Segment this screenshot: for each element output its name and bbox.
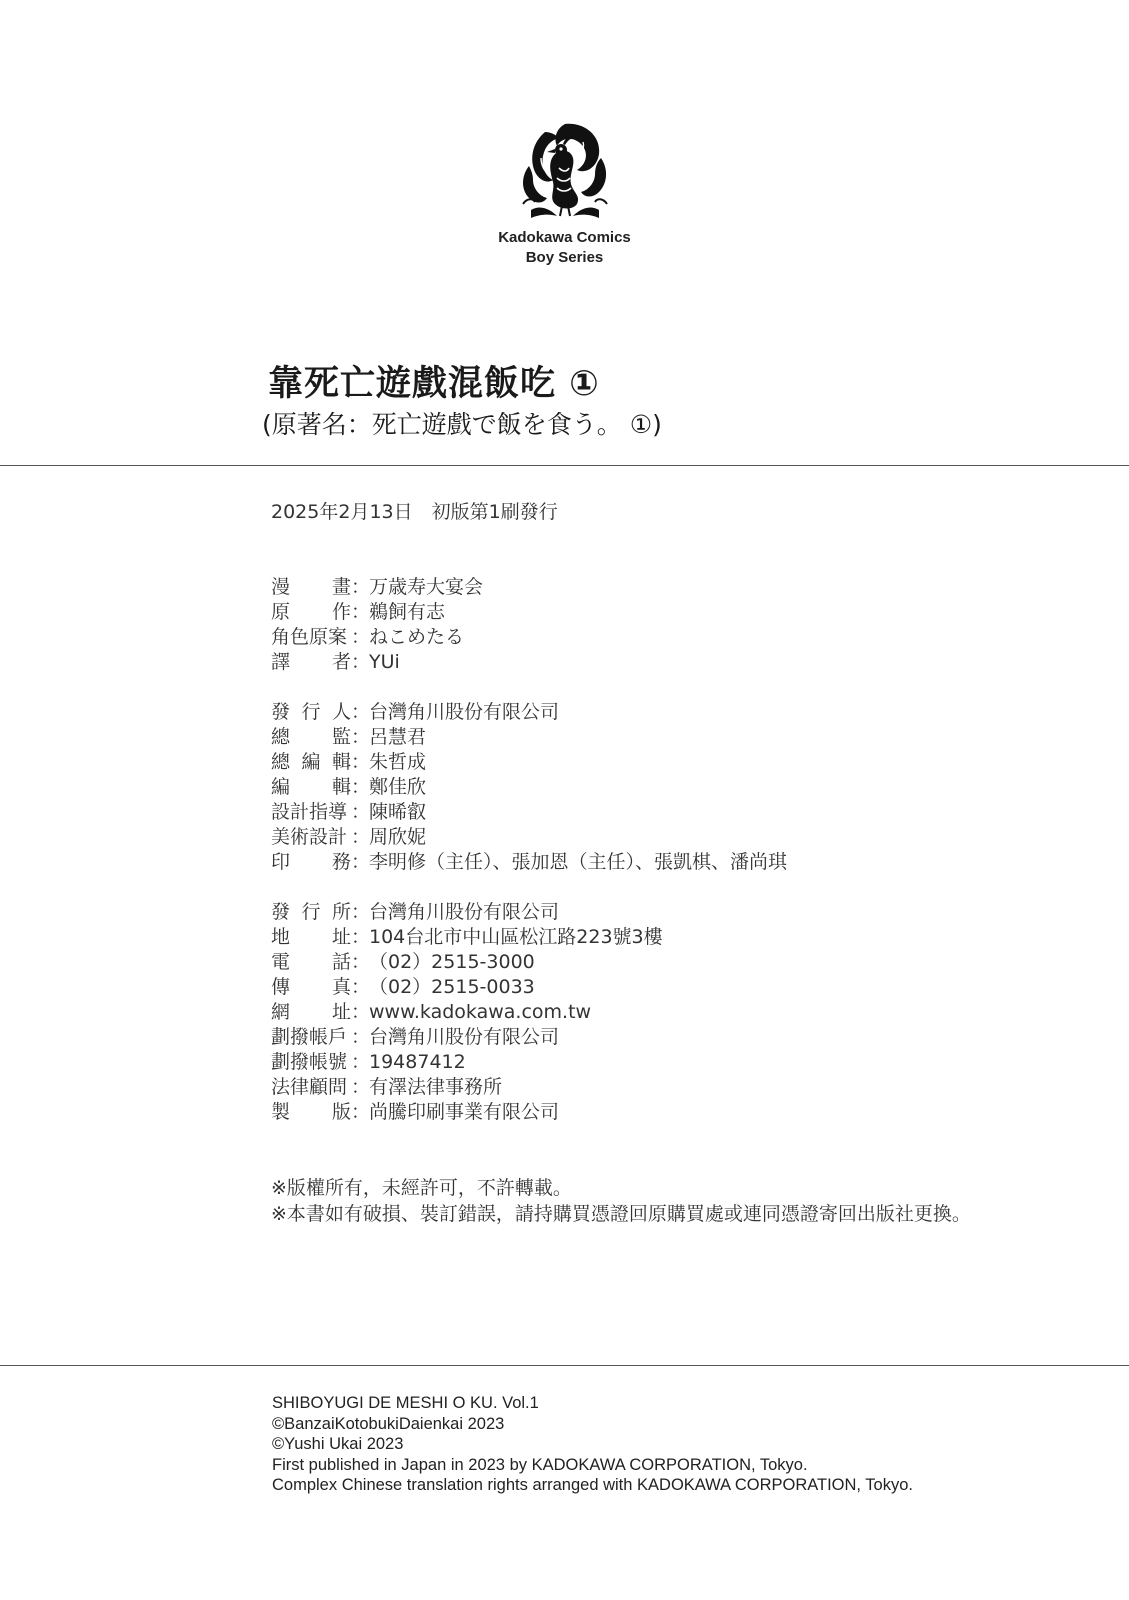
credit-value: 周欣妮	[369, 826, 427, 848]
credit-value: 万歳寿大宴会	[369, 576, 484, 598]
credit-label: 印 務	[271, 851, 351, 873]
credit-row	[271, 1000, 1051, 1025]
copyright-line: Complex Chinese translation rights arranged with KADOKAWA CORPORATION, Tokyo.	[272, 1476, 913, 1494]
credit-label: 原 作	[271, 601, 351, 623]
credit-row	[271, 775, 1051, 800]
publication-date: 2025年2月13日 初版第1刷發行	[271, 501, 558, 523]
credit-separator: ：	[351, 1101, 371, 1123]
copyright-line: ©Yushi Ukai 2023	[272, 1435, 404, 1453]
credit-row	[271, 600, 1051, 625]
original-title: (原著名：死亡遊戲で飯を食う。 ①)	[262, 410, 662, 439]
credit-value: 有澤法律事務所	[369, 1076, 503, 1098]
credit-label: 總 編 輯	[271, 751, 351, 773]
publisher-logo	[0, 118, 1129, 268]
credit-value: 尚騰印刷事業有限公司	[369, 1101, 560, 1123]
credit-row	[271, 825, 1051, 850]
credit-value: 呂慧君	[369, 726, 427, 748]
credit-label: 漫 畫	[271, 576, 351, 598]
credit-value: 李明修（主任）、張加恩（主任）、張凱棋、潘尚琪	[369, 851, 788, 873]
credit-row	[271, 700, 1051, 725]
credit-row	[271, 750, 1051, 775]
credit-value: 朱哲成	[369, 751, 427, 773]
credit-label: 製 版	[271, 1101, 351, 1123]
credit-separator: ：	[351, 726, 371, 748]
credit-value: ねこめたる	[369, 626, 465, 648]
credit-value: 鄭佳欣	[369, 776, 427, 798]
credit-separator: ：	[351, 776, 371, 798]
credit-separator: ：	[351, 651, 371, 673]
credit-separator: ：	[351, 901, 371, 923]
credit-separator: ：	[351, 951, 371, 973]
credit-separator: ：	[351, 701, 371, 723]
notice-line: ※版權所有，未經許可，不許轉載。	[271, 1177, 572, 1199]
credit-row	[271, 725, 1051, 750]
credit-label: 劃撥帳戶	[271, 1026, 348, 1048]
credit-row	[271, 800, 1051, 825]
credit-label: 地 址	[271, 926, 351, 948]
credit-row	[271, 575, 1051, 600]
credit-separator: ：	[351, 926, 371, 948]
credit-separator: ：	[351, 601, 371, 623]
book-title: 靠死亡遊戲混飯吃 ①	[268, 364, 600, 404]
credit-value: （02）2515-0033	[369, 976, 535, 998]
series-line-2: Boy Series	[525, 249, 604, 266]
credit-value: 陳晞叡	[369, 801, 427, 823]
credit-label: 發 行 人	[271, 701, 351, 723]
credit-separator: ：	[351, 1001, 371, 1023]
credit-row	[271, 975, 1051, 1000]
copyright-line: First published in Japan in 2023 by KADOKAWA CORPORATION, Tokyo.	[272, 1455, 808, 1474]
credit-separator: ：	[351, 576, 371, 598]
credit-group	[271, 700, 1051, 875]
credit-value: 台灣角川股份有限公司	[369, 1026, 560, 1048]
credit-row	[271, 900, 1051, 925]
credit-value: 104台北市中山區松江路223號3樓	[369, 926, 663, 948]
credit-label: 傳 真	[271, 976, 351, 998]
copyright-line: SHIBOYUGI DE MESHI O KU. Vol.1	[272, 1394, 539, 1412]
divider-bottom	[0, 1365, 1129, 1366]
credit-row	[271, 625, 1051, 650]
credit-row	[271, 650, 1051, 675]
credit-separator: ：	[351, 976, 371, 998]
credit-separator: ：	[351, 751, 371, 773]
credit-row	[271, 925, 1051, 950]
credit-group	[271, 575, 1051, 675]
divider-top	[0, 465, 1129, 466]
credit-row	[271, 1100, 1051, 1125]
phoenix-emblem-icon	[515, 118, 615, 222]
credit-value: （02）2515-3000	[369, 951, 535, 973]
credit-value: 鵜飼有志	[369, 601, 446, 623]
credit-separator: ：	[351, 826, 371, 848]
credit-row	[271, 1025, 1051, 1050]
credit-value: www.kadokawa.com.tw	[369, 1001, 592, 1023]
credit-label: 電 話	[271, 951, 351, 973]
credit-row	[271, 1050, 1051, 1075]
credit-label: 總 監	[271, 726, 351, 748]
copyright-line: ©BanzaiKotobukiDaienkai 2023	[272, 1414, 505, 1433]
credit-label: 網 址	[271, 1001, 351, 1023]
credit-separator: ：	[351, 1026, 371, 1048]
credit-label: 發 行 所	[271, 901, 351, 923]
credit-separator: ：	[351, 1051, 371, 1073]
credit-value: 19487412	[369, 1051, 466, 1073]
credit-separator: ：	[351, 1076, 371, 1098]
credit-label: 劃撥帳號	[271, 1051, 348, 1073]
credit-value: YUi	[369, 651, 400, 673]
credit-row	[271, 1075, 1051, 1100]
credit-label: 設計指導	[271, 801, 348, 823]
credit-row	[271, 950, 1051, 975]
credit-separator: ：	[351, 626, 371, 648]
notices-block	[271, 1175, 971, 1227]
credit-group	[271, 900, 1051, 1125]
credit-label: 譯 者	[271, 651, 351, 673]
credit-separator: ：	[351, 801, 371, 823]
credits-block	[271, 575, 1051, 1150]
credit-label: 法律顧問	[271, 1076, 348, 1098]
credit-value: 台灣角川股份有限公司	[369, 701, 560, 723]
credit-row	[271, 850, 1051, 875]
credit-separator: ：	[351, 851, 371, 873]
notice-line: ※本書如有破損、裝訂錯誤，請持購買憑證回原購買處或連同憑證寄回出版社更換。	[271, 1203, 971, 1225]
credit-label: 編 輯	[271, 776, 351, 798]
copyright-block	[272, 1393, 913, 1496]
credit-value: 台灣角川股份有限公司	[369, 901, 560, 923]
series-line-1: Kadokawa Comics	[498, 229, 631, 246]
credit-label: 美術設計	[271, 826, 348, 848]
credit-label: 角色原案	[271, 626, 348, 648]
